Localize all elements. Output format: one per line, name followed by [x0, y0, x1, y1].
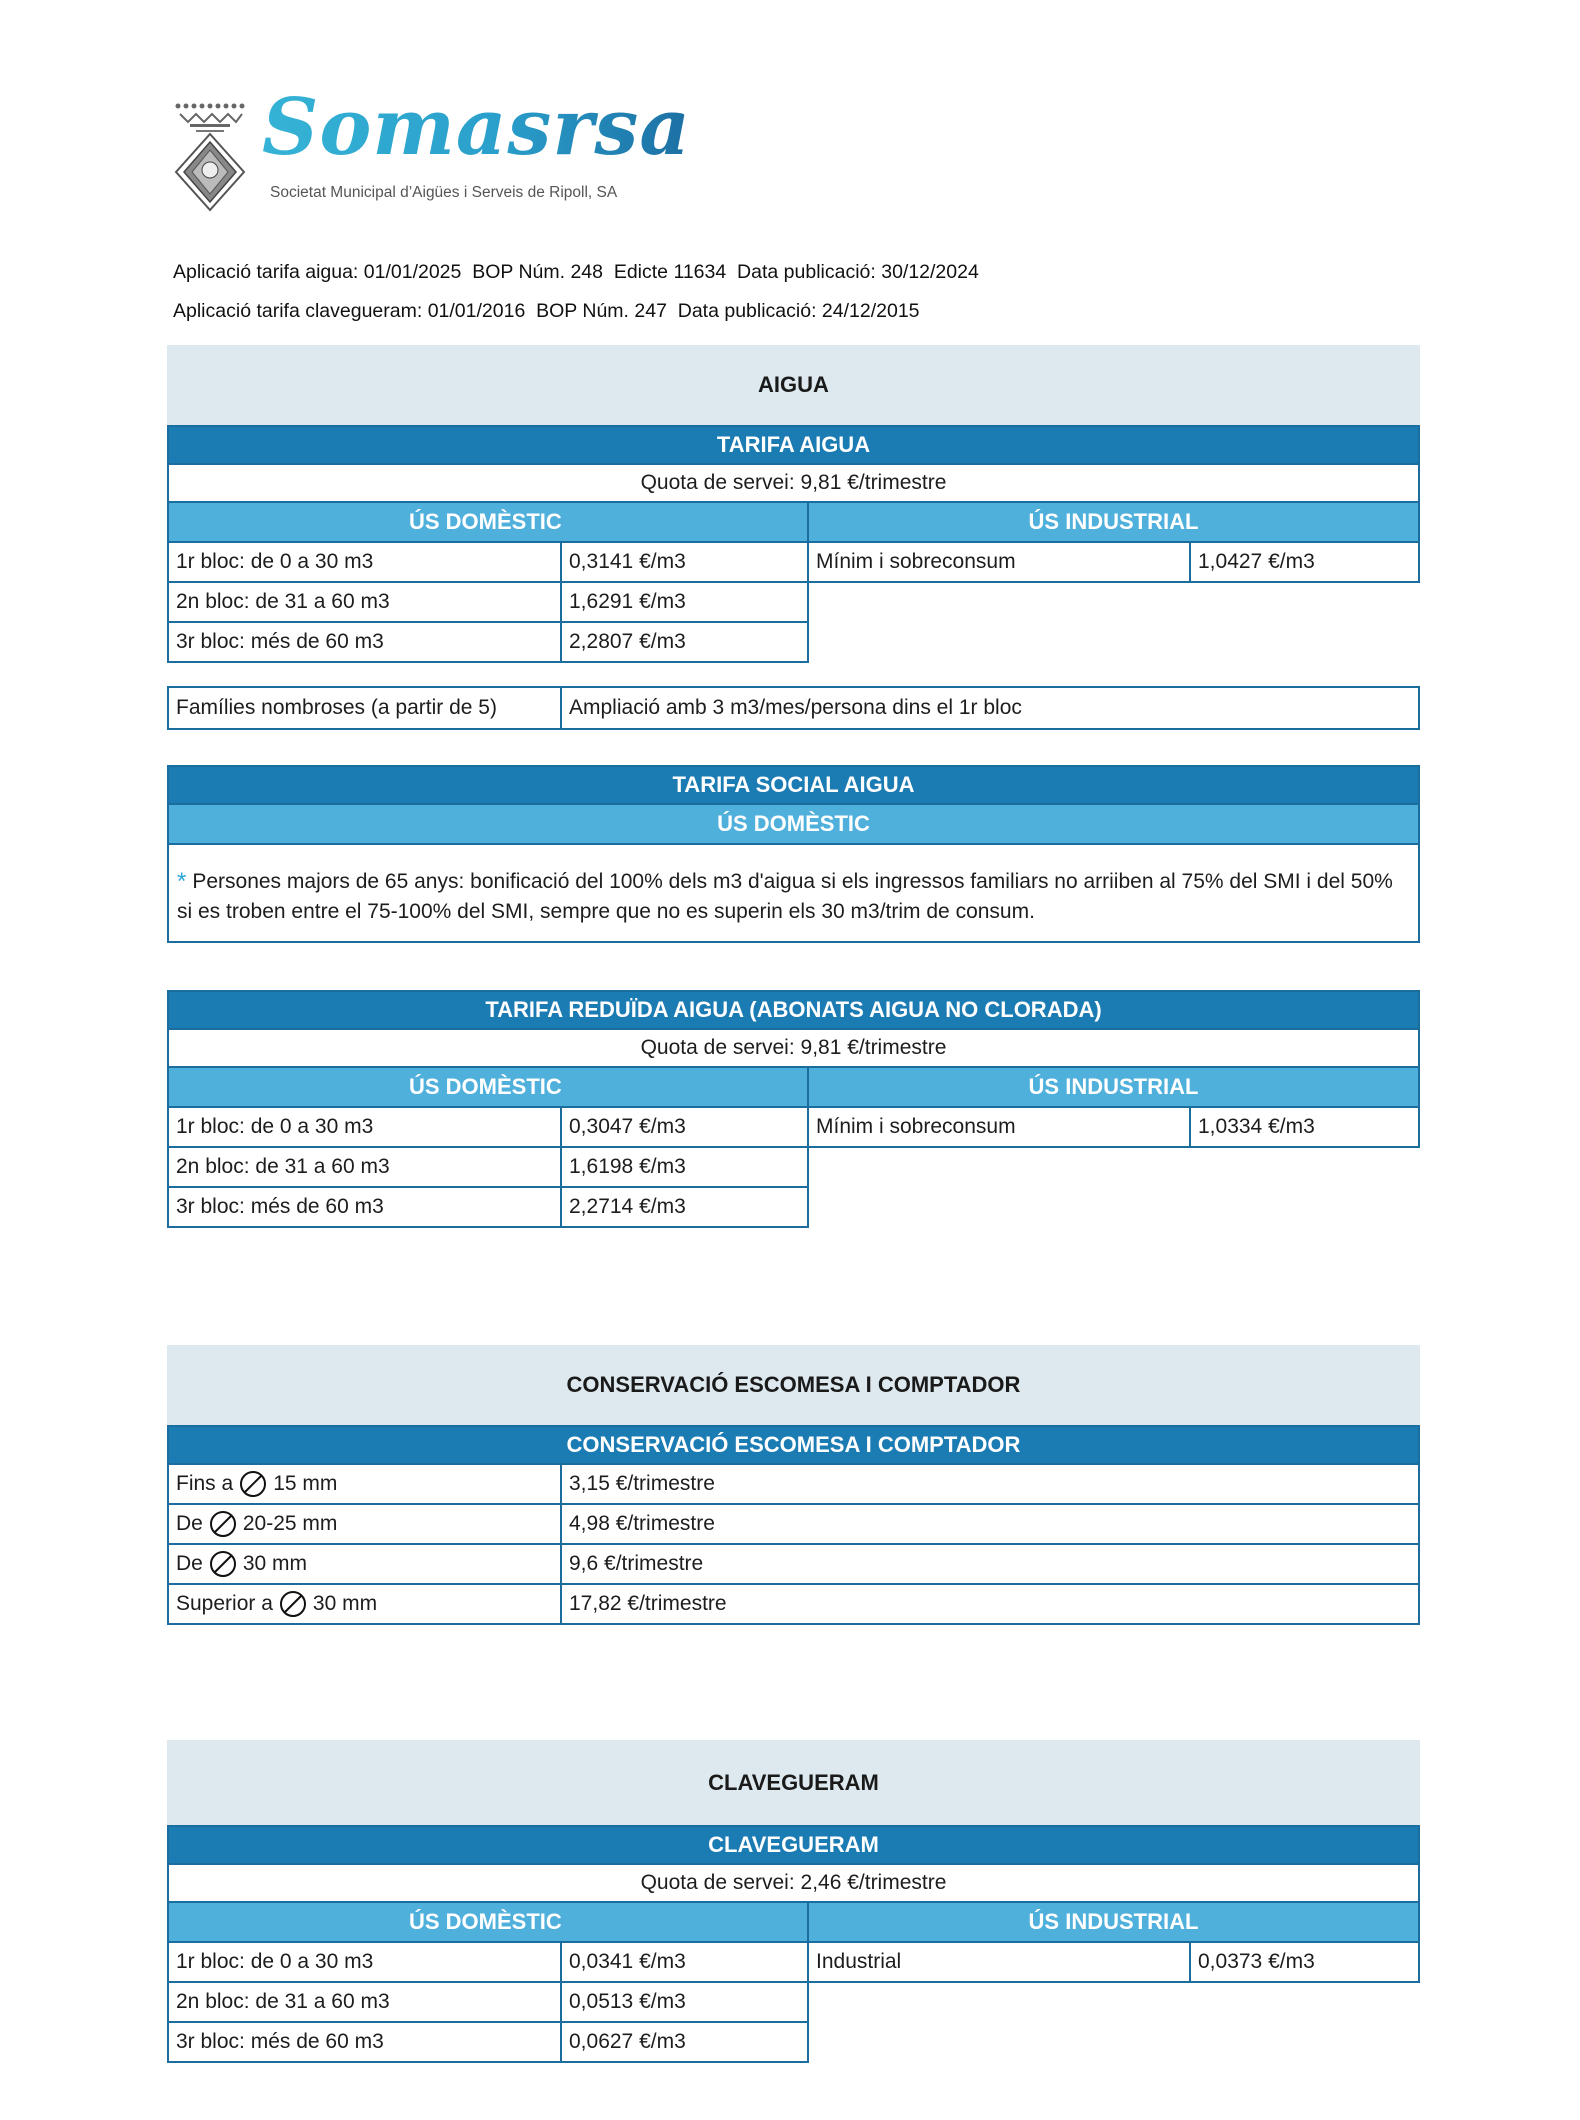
block-price: 0,0513 €/m3: [562, 1983, 809, 2023]
families-label: Famílies nombroses (a partir de 5): [167, 686, 562, 730]
domestic-table: [167, 1068, 809, 1228]
table-row: [167, 1585, 1420, 1625]
clavegueram-section: [167, 1740, 1420, 2063]
domestic-header: ÚS DOMÈSTIC: [167, 1903, 809, 1943]
table-row: [167, 1505, 1420, 1545]
size-value: 30 mm: [242, 1552, 308, 1575]
industrial-table: [809, 1903, 1420, 2063]
meter-size: [167, 1465, 562, 1505]
block-label: 2n bloc: de 31 a 60 m3: [167, 1148, 562, 1188]
families-row: [167, 686, 1420, 730]
domestic-header: ÚS DOMÈSTIC: [167, 503, 809, 543]
social-subheader: ÚS DOMÈSTIC: [167, 805, 1420, 845]
block-label: 2n bloc: de 31 a 60 m3: [167, 1983, 562, 2023]
table-row: [809, 1943, 1420, 1983]
quota-servei: Quota de servei: 9,81 €/trimestre: [167, 1030, 1420, 1068]
block-label: 1r bloc: de 0 a 30 m3: [167, 1943, 562, 1983]
table-row: [167, 1545, 1420, 1585]
block-label: 3r bloc: més de 60 m3: [167, 623, 562, 663]
block-price: 0,3141 €/m3: [562, 543, 809, 583]
families-value: Ampliació amb 3 m3/mes/persona dins el 1r bloc: [562, 686, 1420, 730]
social-text: Persones majors de 65 anys: bonificació del 100% dels m3 d'aigua si els ingressos familiars no arriiben al 75% del SMI i del 50% si es troben entre el 75-100% del SMI, sempre que no es superin els 30 m3/trim de consum.: [177, 870, 1393, 923]
social-header: TARIFA SOCIAL AIGUA: [167, 765, 1420, 805]
size-prefix: Fins a: [176, 1472, 234, 1495]
table-row: [167, 1943, 809, 1983]
size-prefix: Superior a: [176, 1592, 273, 1615]
industrial-label: Mínim i sobreconsum: [809, 543, 1191, 583]
table-row: [167, 1983, 809, 2023]
block-price: 1,6198 €/m3: [562, 1148, 809, 1188]
block-price: 2,2807 €/m3: [562, 623, 809, 663]
meter-price: 3,15 €/trimestre: [562, 1465, 1420, 1505]
diameter-icon: [209, 1550, 237, 1578]
industrial-label: Industrial: [809, 1943, 1191, 1983]
meter-size: [167, 1545, 562, 1585]
meter-size: [167, 1585, 562, 1625]
block-price: 0,3047 €/m3: [562, 1108, 809, 1148]
industrial-table: [809, 1068, 1420, 1228]
section-title-aigua: AIGUA: [167, 345, 1420, 425]
aigua-section: [167, 345, 1420, 663]
size-value: 30 mm: [312, 1592, 378, 1615]
brand-subtitle: Societat Municipal d’Aigües i Serveis de Ripoll, SA: [270, 184, 618, 201]
size-prefix: De: [176, 1512, 203, 1535]
table-row: [167, 1148, 809, 1188]
diameter-icon: [239, 1470, 267, 1498]
meter-size: [167, 1505, 562, 1545]
conservacio-header: CONSERVACIÓ ESCOMESA I COMPTADOR: [167, 1425, 1420, 1465]
size-value: 20-25 mm: [242, 1512, 338, 1535]
domestic-table: [167, 503, 809, 663]
size-prefix: De: [176, 1552, 203, 1575]
brand-logo-text: Somasrsa: [262, 82, 691, 173]
meter-price: 9,6 €/trimestre: [562, 1545, 1420, 1585]
meter-price: 4,98 €/trimestre: [562, 1505, 1420, 1545]
info-line-clavegueram: Aplicació tarifa clavegueram: 01/01/2016 BOP Núm. 247 Data publicació: 24/12/2015: [173, 300, 920, 322]
info-line-aigua: Aplicació tarifa aigua: 01/01/2025 BOP Núm. 248 Edicte 11634 Data publicació: 30/12/2024: [173, 261, 979, 283]
block-label: 1r bloc: de 0 a 30 m3: [167, 1108, 562, 1148]
domestic-table: [167, 1903, 809, 2063]
block-label: 2n bloc: de 31 a 60 m3: [167, 583, 562, 623]
quota-servei: Quota de servei: 9,81 €/trimestre: [167, 465, 1420, 503]
clavegueram-header: CLAVEGUERAM: [167, 1825, 1420, 1865]
diameter-icon: [209, 1510, 237, 1538]
block-label: 1r bloc: de 0 a 30 m3: [167, 543, 562, 583]
meter-price: 17,82 €/trimestre: [562, 1585, 1420, 1625]
industrial-header: ÚS INDUSTRIAL: [809, 1903, 1420, 1943]
industrial-header: ÚS INDUSTRIAL: [809, 1068, 1420, 1108]
industrial-price: 1,0427 €/m3: [1191, 543, 1420, 583]
section-title-conservacio: CONSERVACIÓ ESCOMESA I COMPTADOR: [167, 1345, 1420, 1425]
block-price: 0,0341 €/m3: [562, 1943, 809, 1983]
size-value: 15 mm: [273, 1472, 338, 1495]
industrial-table: [809, 503, 1420, 663]
table-row: [167, 543, 809, 583]
domestic-header: ÚS DOMÈSTIC: [167, 1068, 809, 1108]
table-row: [809, 543, 1420, 583]
table-row: [167, 2023, 809, 2063]
asterisk-icon: *: [177, 868, 187, 895]
block-price: 0,0627 €/m3: [562, 2023, 809, 2063]
table-row: [167, 1188, 809, 1228]
industrial-price: 0,0373 €/m3: [1191, 1943, 1420, 1983]
tarifa-aigua-header: TARIFA AIGUA: [167, 425, 1420, 465]
block-price: 2,2714 €/m3: [562, 1188, 809, 1228]
quota-servei: Quota de servei: 2,46 €/trimestre: [167, 1865, 1420, 1903]
social-section: [167, 765, 1420, 943]
section-title-clavegueram: CLAVEGUERAM: [167, 1740, 1420, 1825]
industrial-price: 1,0334 €/m3: [1191, 1108, 1420, 1148]
block-price: 1,6291 €/m3: [562, 583, 809, 623]
block-label: 3r bloc: més de 60 m3: [167, 2023, 562, 2063]
table-row: [809, 1108, 1420, 1148]
industrial-label: Mínim i sobreconsum: [809, 1108, 1191, 1148]
reduida-header: TARIFA REDUÏDA AIGUA (ABONATS AIGUA NO CLORADA): [167, 990, 1420, 1030]
table-row: [167, 1108, 809, 1148]
table-row: [167, 1465, 1420, 1505]
reduida-section: [167, 990, 1420, 1228]
table-row: [167, 583, 809, 623]
block-label: 3r bloc: més de 60 m3: [167, 1188, 562, 1228]
social-description: [167, 845, 1420, 943]
diameter-icon: [279, 1590, 307, 1618]
conservacio-section: [167, 1345, 1420, 1625]
industrial-header: ÚS INDUSTRIAL: [809, 503, 1420, 543]
municipal-crest-icon: [172, 102, 248, 212]
table-row: [167, 623, 809, 663]
